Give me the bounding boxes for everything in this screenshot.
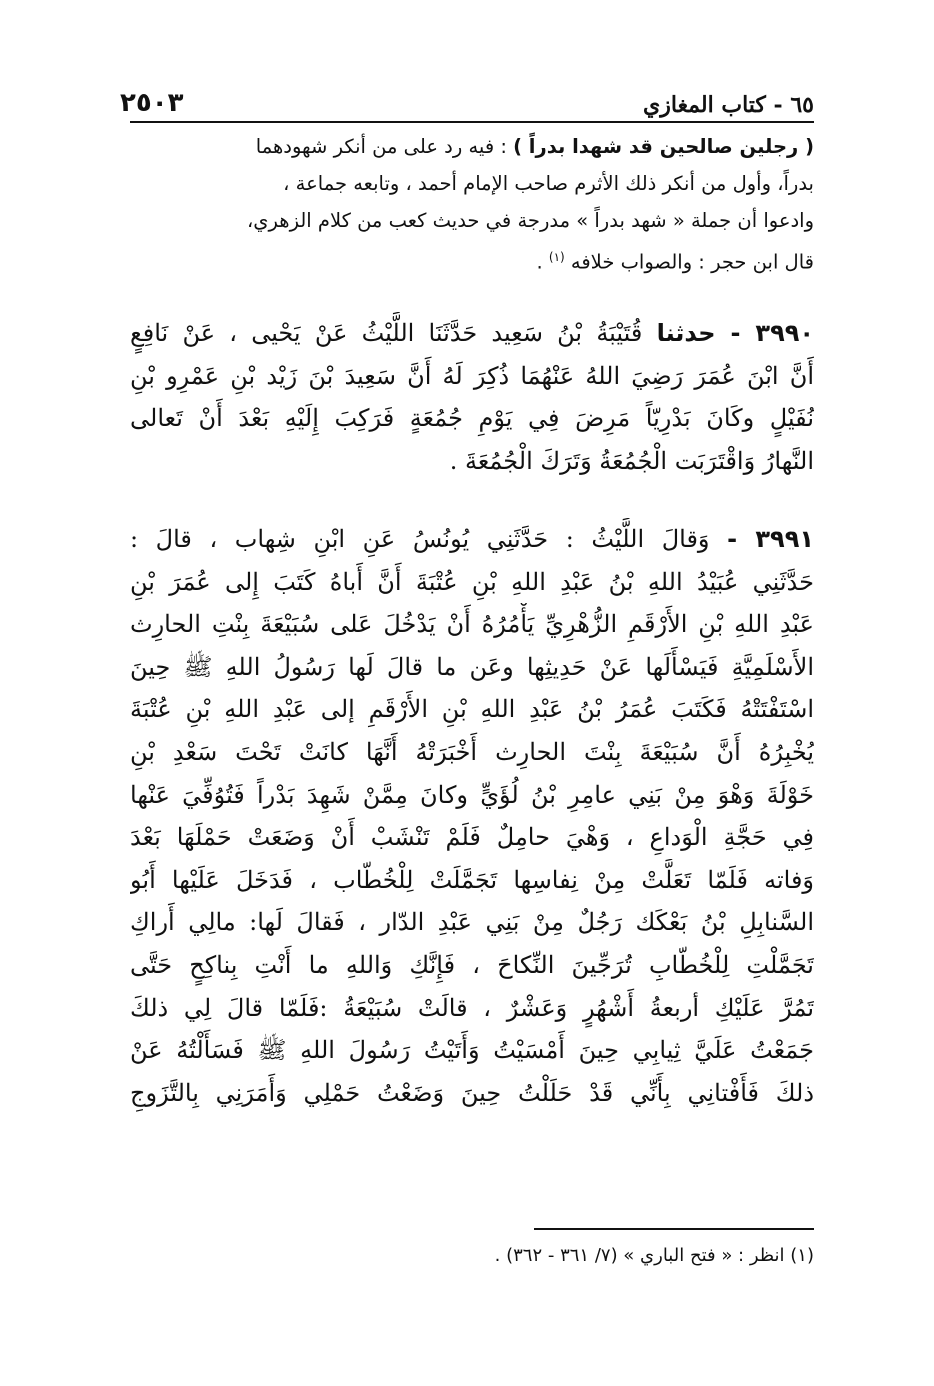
hadith-line: جَمَعْتُ عَلَيَّ ثِيابِي حِينَ أَمْسَيْتُ وَأَتَيْتُ رَسُولَ اللهِ ﷺ فَسَأَلْتُهُ عَنْ [130,1036,814,1065]
hadith-line: ذلكَ فَأَفْتانِي بِأَنِّي قَدْ حَلَلْتُ حِينَ وَضَعْتُ حَمْلِي وَأَمَرَنِي بِالتَّزَوجِ [130,1078,814,1107]
commentary-line: بدراً، وأول من أنكر ذلك الأثرم صاحب الإمام أحمد ، وتابعه جماعة ، [283,172,814,195]
commentary-end: . [536,250,549,274]
hadith-line: يُخْبِرُهُ أَنَّ سُبَيْعَةَ بِنْتَ الحارِث أَخْبَرَتْهُ أَنَّهَا كانَتْ تَحْتَ سَعْدِ بْنِ [130,737,814,766]
hadith-line: فِي حَجَّةِ الْوَداعِ ، وَهْيَ حامِلٌ فَلَمْ تَنْشَبْ أَنْ وَضَعَتْ حَمْلَهَا بَعْدَ [130,823,814,852]
hadith-line: السَّنابِلِ بْنُ بَعْكَك رَجُلٌ مِنْ بَنِي عَبْدِ الدّار ، فَقالَ لَها: مالِي أَراكِ [130,908,814,937]
hadith-line [130,518,814,561]
hadith-number: ٣٩٩١ - [727,525,814,553]
hadith-line: نُفَيْلٍ وكَانَ بَدْرِيّاً مَرِضَ فِي يَوْمِ جُمُعَةٍ فَرَكِبَ إِلَيْهِ بَعْدَ أَنْ تَعالى [130,404,814,433]
hadith-text: وَقالَ اللَّيْثُ : حَدَّثَنِي يُونُسُ عَنِ ابْنِ شِهاب ، قالَ : [130,525,710,553]
commentary-line [130,239,814,281]
hadith-line: وَفاته فَلَمّا تَعَلَّتْ مِنْ نِفاسِها تَجَمَّلَتْ لِلْخُطّاب ، فَدَخَلَ عَلَيْها أَبُو [130,865,814,894]
hadith-line: النَّهارُ وَاقْتَرَبَت الْجُمُعَةُ وَتَرَكَ الْجُمُعَةَ . [449,446,814,475]
commentary-line: وادعوا أن جملة « شهد بدراً » مدرجة في حديث كعب من كلام الزهري، [246,209,814,232]
hadith-line: خَوْلَةَ وَهْوَ مِنْ بَنِي عامِرِ بْنُ لُؤَيٍّ وكانَ مِمَّنْ شَهِدَ بَدْراً فَتُوُفِّيَ عَنْها [130,780,814,809]
footnote-rule [534,1228,814,1230]
hadith-line: تَجَمَّلْتِ لِلْخُطّابِ تُرَجِّينَ النِّكاحَ ، فَإِنَّكِ وَاللهِ ما أَنْتِ بِناكِحٍ حَتَّى [130,950,814,979]
hadith-line: اسْتَفْتَتْهُ فَكَتَبَ عُمَرُ بْنُ عَبْدِ اللهِ بْنِ الأَرْقَمِ إلى عَبْدِ اللهِ بْنِ عُتْبَةَ [130,695,814,724]
commentary-text: : فيه رد على من أنكر شهودهما [255,135,514,158]
hadith-line: الأَسْلَمِيَّةِ فَيَسْأَلَها عَنْ حَدِيثِها وعَن ما قالَ لَها رَسُولُ اللهِ ﷺ حِينَ [130,652,814,681]
footnote-ref: (١) [548,250,565,264]
hadith-text: قُتَيْبَةُ بْنُ سَعِيد حَدَّثَنَا اللَّيْثُ عَنْ يَحْيى ، عَنْ نَافِعٍ [130,319,643,347]
hadith-line: عَبْدِ اللهِ بْنِ الأَرْقَمِ الزُّهْرِيِّ يَأْمُرُهُ أَنْ يَدْخُلَ عَلى سُبَيْعَةَ بِنْتِ الحارِث [130,610,814,639]
hadith-line: أَنَّ ابْنَ عُمَرَ رَضِيَ اللهُ عَنْهُمَا ذُكِرَ لَهُ أَنَّ سَعِيدَ بْنَ زَيْد بْنِ عَمْرِو بْنِ [130,361,814,390]
hadith-3990 [130,312,814,482]
footnote: (١) انظر : « فتح الباري » (٧/ ٣٦١ - ٣٦٢) . [494,1245,814,1266]
hadith-number: ٣٩٩٠ - حدثنا [656,319,814,347]
commentary-text: قال ابن حجر : والصواب خلافه [570,250,814,274]
commentary-quote: ( رجلين صالحين قد شهدا بدراً ) [513,135,814,158]
hadith-line [130,312,814,355]
commentary-line [130,128,814,165]
header-rule [130,121,814,123]
chapter-title: ٦٥ - كتاب المغازي [643,92,814,118]
commentary-block [130,128,814,281]
hadith-line: تَمُرَّ عَلَيْكِ أربعةُ أَشْهُرٍ وَعَشْرٌ ، قالَتْ سُبَيْعَةُ :فَلَمّا قالَ لِي ذلكَ [130,993,814,1022]
hadith-line: حَدَّثَنِي عُبَيْدُ اللهِ بْنُ عَبْدِ اللهِ بْنِ عُتْبَةَ أَنَّ أَباهُ كَتَبَ إِلى عُمَرَ بْنِ [130,567,814,596]
hadith-3991 [130,518,814,1114]
page-number: ٢٥٠٣ [120,88,184,118]
page-header [120,78,814,118]
